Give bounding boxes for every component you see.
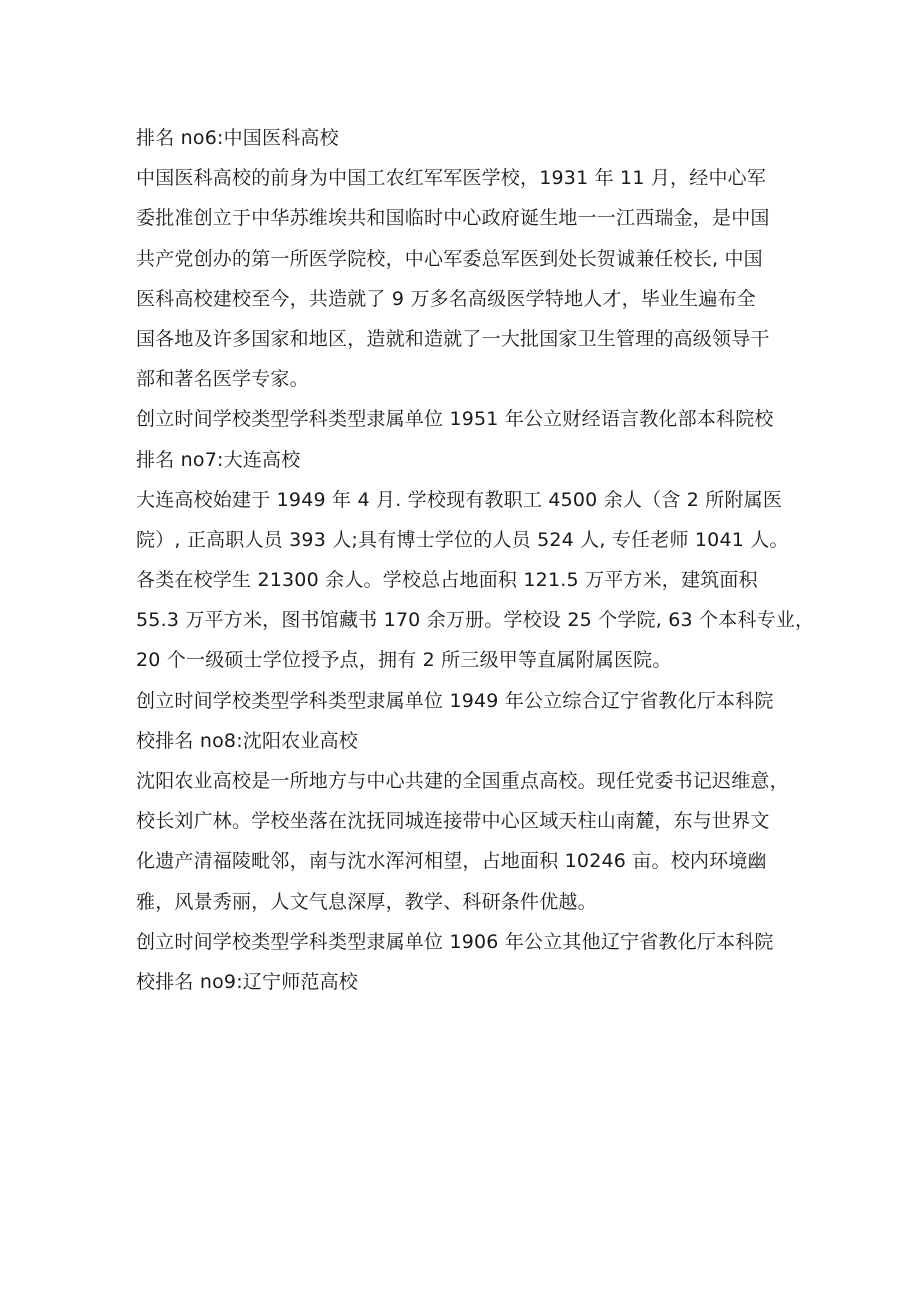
heading-rank-9: 校排名 no9:辽宁师范高校 [136,970,358,993]
info-line: 创立时间学校类型学科类型隶属单位 1951 年公立财经语言教化部本科院校 [136,408,774,431]
paragraph-line: 共产党创办的第一所医学院校，中心军委总军医到处长贺诚兼任校长, 中国 [136,247,763,270]
paragraph-line: 医科高校建校至今，共造就了 9 万多名高级医学特地人才，毕业生遍布全 [136,287,756,310]
paragraph-line: 各类在校学生 21300 余人。学校总占地面积 121.5 万平方米，建筑面积 [136,569,758,592]
heading-rank-8: 校排名 no8:沈阳农业高校 [136,729,358,752]
paragraph-line: 部和著名医学专家。 [136,368,309,391]
paragraph-line: 55.3 万平方米，图书馆藏书 170 余万册。学校设 25 个学院, 63 个本科专业， [136,609,815,632]
heading-rank-7: 排名 no7:大连高校 [136,448,301,471]
paragraph-line: 雅，风景秀丽，人文气息深厚，教学、科研条件优越。 [136,890,597,913]
document-body [136,118,815,1002]
info-line: 创立时间学校类型学科类型隶属单位 1949 年公立综合辽宁省教化厅本科院 [136,689,774,712]
paragraph-line: 大连高校始建于 1949 年 4 月. 学校现有教职工 4500 余人（含 2 所附属医 [136,488,783,511]
paragraph-line: 院）, 正高职人员 393 人;具有博士学位的人员 524 人, 专任老师 1041 人。 [136,528,789,551]
info-line: 创立时间学校类型学科类型隶属单位 1906 年公立其他辽宁省教化厅本科院 [136,930,774,953]
paragraph-line: 国各地及许多国家和地区，造就和造就了一大批国家卫生管理的高级领导干 [136,327,770,350]
paragraph-line: 20 个一级硕士学位授予点，拥有 2 所三级甲等直属附属医院。 [136,649,672,672]
paragraph-line: 沈阳农业高校是一所地方与中心共建的全国重点高校。现任党委书记迟维意， [136,770,789,792]
paragraph-line: 化遗产清福陵毗邻，南与沈水浑河相望，占地面积 10246 亩。校内环境幽 [136,850,767,873]
heading-rank-6: 排名 no6:中国医科高校 [136,127,339,149]
paragraph-line: 委批准创立于中华苏维埃共和国临时中心政府诞生地一一江西瑞金，是中国 [136,207,770,230]
paragraph-line: 校长刘广林。学校坐落在沈抚同城连接带中心区域天柱山南麓，东与世界文 [136,810,770,833]
paragraph-line: 中国医科高校的前身为中国工农红军军医学校，1931 年 11 月，经中心军 [136,167,767,190]
